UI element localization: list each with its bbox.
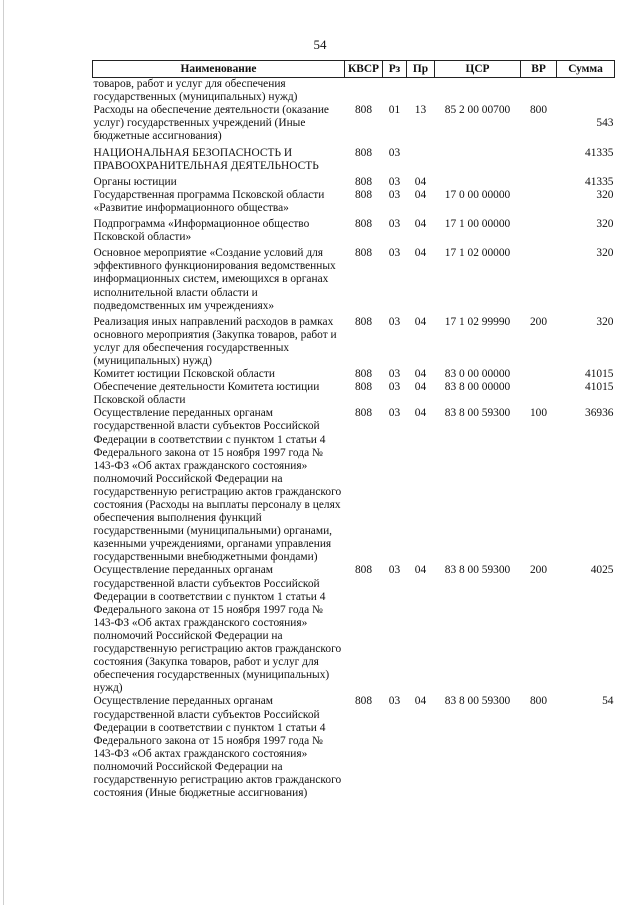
- row-sum: 4025: [590, 564, 614, 577]
- row-kvsr: 808: [354, 368, 373, 381]
- row-vr: [521, 244, 557, 312]
- row-kvsr: 808: [354, 104, 373, 117]
- row-csr: 83 0 00 00000: [444, 368, 511, 381]
- row-kvsr: 808: [354, 315, 373, 328]
- row-sum: 41335: [585, 146, 614, 159]
- row-kvsr: 808: [354, 146, 373, 159]
- row-pr: 04: [414, 315, 427, 328]
- row-vr: 200: [529, 315, 548, 328]
- row-sum: 41015: [585, 381, 614, 394]
- row-name: Органы юстиции: [93, 175, 177, 188]
- row-kvsr: 808: [354, 381, 373, 394]
- row-pr: 04: [414, 188, 427, 201]
- row-pr: 04: [414, 247, 427, 260]
- row-vr: [521, 368, 557, 381]
- row-kvsr: 808: [354, 218, 373, 231]
- row-sum: 320: [596, 218, 614, 231]
- table-row: [93, 381, 615, 407]
- row-name: Осуществление переданных органам государственной власти субъектов Российской Федерации в соответствии с пунктом 1 статьи 4 Федерального закона от 15 ноября 1997 года № 143-ФЗ «Об актах гражданского состояния» полномочий Российской Федерации на государственную регистрацию актов гражданского состояния (Иные бюджетные ассигнования): [93, 695, 342, 800]
- row-sum: 320: [596, 188, 614, 201]
- budget-table: [92, 60, 615, 800]
- row-vr: 800: [529, 104, 548, 117]
- row-kvsr: [345, 78, 383, 105]
- row-pr: 04: [414, 175, 427, 188]
- row-csr: 83 8 00 00000: [444, 381, 511, 394]
- row-pr: [407, 144, 435, 173]
- row-name: Реализация иных направлений расходов в рамках основного мероприятия (Закупка товаров, работ и услуг для обеспечения государственных (муниципальных) нужд): [93, 315, 337, 367]
- header-csr: ЦСР: [435, 61, 521, 78]
- row-rz: [383, 78, 407, 105]
- row-rz: 01: [388, 104, 401, 117]
- row-vr: [521, 215, 557, 244]
- row-name: Комитет юстиции Псковской области: [93, 368, 275, 381]
- table-row: [93, 78, 615, 105]
- row-name: товаров, работ и услуг для обеспечения государственных (муниципальных) нужд): [93, 78, 298, 104]
- row-pr: [407, 78, 435, 105]
- page-edge-line: [3, 0, 4, 905]
- header-name: Наименование: [93, 61, 345, 78]
- row-rz: 03: [388, 188, 401, 201]
- table-row: [93, 215, 615, 244]
- row-sum: 320: [596, 315, 614, 328]
- row-csr: 85 2 00 00700: [444, 104, 511, 117]
- row-sum: 41335: [585, 175, 614, 188]
- header-rz: Рз: [383, 61, 407, 78]
- row-name: Обеспечение деятельности Комитета юстиции Псковской области: [93, 381, 320, 407]
- row-vr: [521, 173, 557, 189]
- row-sum: 54: [602, 695, 614, 708]
- header-sum: Сумма: [557, 61, 615, 78]
- row-kvsr: 808: [354, 188, 373, 201]
- row-name: Подпрограмма «Информационное общество Псковской области»: [93, 218, 310, 244]
- row-rz: 03: [388, 368, 401, 381]
- table-row: [93, 564, 615, 695]
- row-rz: 03: [388, 146, 401, 159]
- row-csr: [435, 173, 521, 189]
- row-vr: 200: [529, 564, 548, 577]
- row-csr: 17 1 02 00000: [444, 247, 511, 260]
- row-pr: 13: [414, 104, 427, 117]
- row-vr: [521, 189, 557, 215]
- row-csr: 17 1 00 00000: [444, 218, 511, 231]
- row-csr: [435, 144, 521, 173]
- row-sum: 41015: [585, 368, 614, 381]
- row-vr: 800: [529, 695, 548, 708]
- header-kvsr: КВСР: [345, 61, 383, 78]
- table-row: [93, 407, 615, 564]
- row-csr: 17 1 02 99990: [444, 315, 511, 328]
- row-vr: [521, 78, 557, 105]
- table-row: [93, 695, 615, 800]
- row-vr: 100: [529, 407, 548, 420]
- row-pr: 04: [414, 218, 427, 231]
- row-kvsr: 808: [354, 247, 373, 260]
- table-row: [93, 244, 615, 312]
- row-sum: 320: [596, 247, 614, 260]
- row-csr: 83 8 00 59300: [444, 564, 511, 577]
- row-sum: 36936: [585, 407, 614, 420]
- row-sum: [557, 78, 615, 105]
- row-rz: 03: [388, 315, 401, 328]
- row-sum: 543: [596, 117, 614, 130]
- row-name: НАЦИОНАЛЬНАЯ БЕЗОПАСНОСТЬ И ПРАВООХРАНИТЕЛЬНАЯ ДЕЯТЕЛЬНОСТЬ: [93, 146, 319, 172]
- row-rz: 03: [388, 381, 401, 394]
- row-pr: 04: [414, 695, 427, 708]
- row-name: Государственная программа Псковской области «Развитие информационного общества»: [93, 188, 325, 214]
- row-rz: 03: [388, 407, 401, 420]
- table-row: [93, 173, 615, 189]
- row-kvsr: 808: [354, 407, 373, 420]
- row-csr: 17 0 00 00000: [444, 188, 511, 201]
- row-pr: 04: [414, 368, 427, 381]
- row-name: Основное мероприятие «Создание условий для эффективного функционирования ведомственных информационных систем, имеющихся в органах исполнительной власти области и подведомственных им учреждениях»: [93, 247, 336, 312]
- row-csr: [435, 78, 521, 105]
- row-name: Осуществление переданных органам государственной власти субъектов Российской Федерации в соответствии с пунктом 1 статьи 4 Федерального закона от 15 ноября 1997 года № 143-ФЗ «Об актах гражданского состояния» полномочий Российской Федерации на государственную регистрацию актов гражданского состояния (Расходы на выплаты персоналу в целях обеспечения выполнения функций государственными (муниципальными) органами, казенными учреждениями, органами управления государственными внебюджетными фондами): [93, 407, 342, 564]
- table-row: [93, 368, 615, 381]
- header-vr: ВР: [521, 61, 557, 78]
- row-name: Расходы на обеспечение деятельности (оказание услуг) государственных учреждений (Иные бюджетные ассигнования): [93, 104, 329, 143]
- row-kvsr: 808: [354, 564, 373, 577]
- table-row: [93, 313, 615, 368]
- row-pr: 04: [414, 381, 427, 394]
- row-rz: 03: [388, 175, 401, 188]
- row-kvsr: 808: [354, 175, 373, 188]
- table-header-row: [93, 61, 615, 78]
- row-vr: [521, 381, 557, 407]
- row-rz: 03: [388, 564, 401, 577]
- row-rz: 03: [388, 218, 401, 231]
- row-vr: [521, 144, 557, 173]
- table-row: [93, 104, 615, 143]
- row-name: Осуществление переданных органам государственной власти субъектов Российской Федерации в соответствии с пунктом 1 статьи 4 Федерального закона от 15 ноября 1997 года № 143-ФЗ «Об актах гражданского состояния» полномочий Российской Федерации на государственную регистрацию актов гражданского состояния (Закупка товаров, работ и услуг для обеспечения государственных (муниципальных) нужд): [93, 564, 342, 695]
- row-csr: 83 8 00 59300: [444, 407, 511, 420]
- row-csr: 83 8 00 59300: [444, 695, 511, 708]
- row-pr: 04: [414, 407, 427, 420]
- row-pr: 04: [414, 564, 427, 577]
- table-row: [93, 189, 615, 215]
- table-row: [93, 144, 615, 173]
- header-pr: Пр: [407, 61, 435, 78]
- row-rz: 03: [388, 247, 401, 260]
- page-number: 54: [313, 37, 327, 52]
- row-kvsr: 808: [354, 695, 373, 708]
- row-rz: 03: [388, 695, 401, 708]
